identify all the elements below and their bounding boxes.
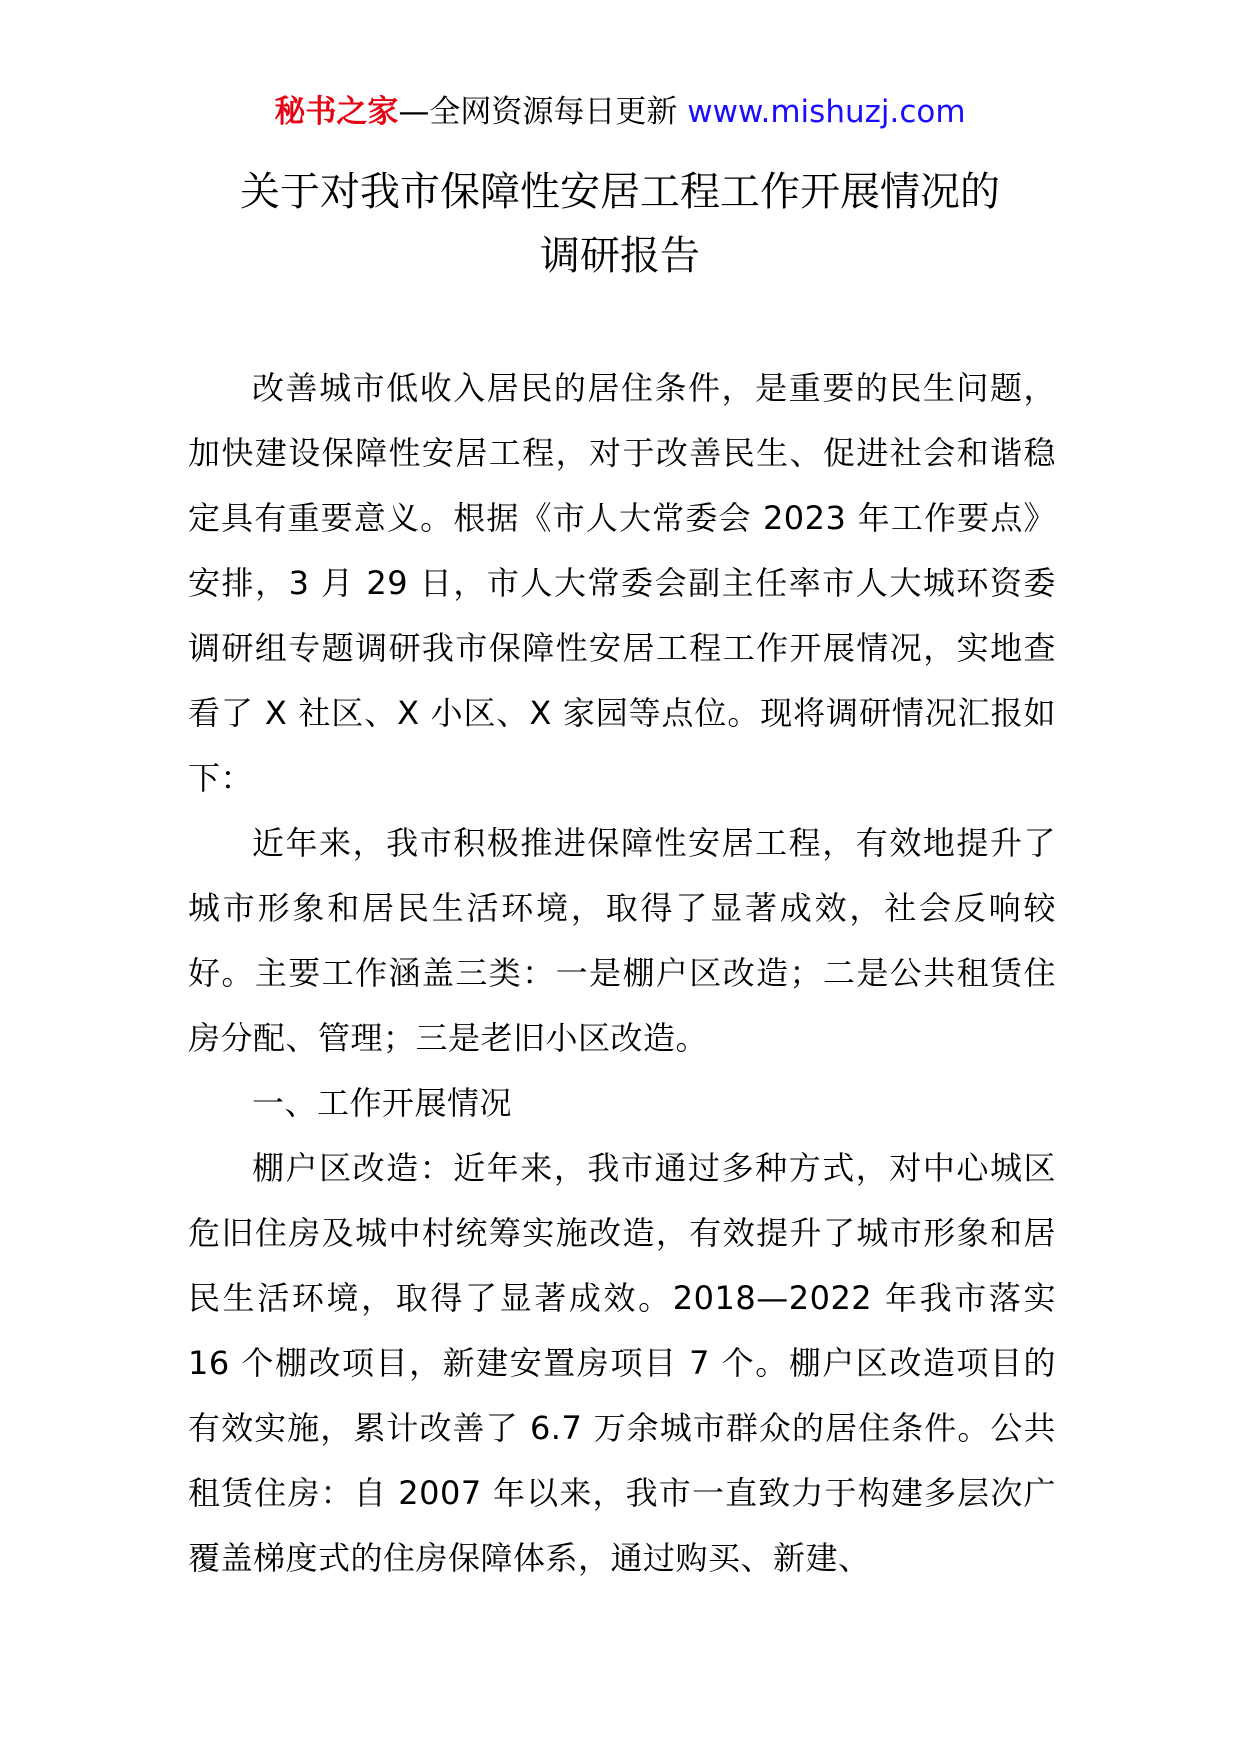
- paragraph-section-1: 棚户区改造：近年来，我市通过多种方式，对中心城区危旧住房及城中村统筹实施改造，有效提升了城市形象和居民生活环境，取得了显著成效。2018—2022 年我市落实 16 个棚改项目，新建安置房项目 7 个。棚户区改造项目的有效实施，累计改善了 6.7 万余城市群众的居住条件。公共租赁住房：自 2007 年以来，我市一直致力于构建多层次广覆盖梯度式的住房保障体系，通过购买、新建、: [188, 1149, 1056, 1577]
- site-header: [0, 92, 1240, 132]
- site-brand: 秘书之家: [274, 94, 399, 130]
- document-body: [188, 356, 1056, 1591]
- title-line-2: 调研报告: [540, 233, 700, 279]
- section-heading-1: 一、工作开展情况: [252, 1084, 513, 1122]
- site-tagline: —全网资源每日更新: [398, 94, 678, 130]
- title-line-1: 关于对我市保障性安居工程工作开展情况的: [240, 169, 1000, 215]
- site-url-link[interactable]: www.mishuzj.com: [687, 94, 966, 130]
- paragraph-intro: 改善城市低收入居民的居住条件，是重要的民生问题，加快建设保障性安居工程，对于改善民生、促进社会和谐稳定具有重要意义。根据《市人大常委会 2023 年工作要点》安排，3 月 29 日，市人大常委会副主任率市人大城环资委调研组专题调研我市保障性安居工程工作开展情况，实地查看了 X 社区、X 小区、X 家园等点位。现将调研情况汇报如下：: [188, 369, 1056, 797]
- paragraph-overview: 近年来，我市积极推进保障性安居工程，有效地提升了城市形象和居民生活环境，取得了显著成效，社会反响较好。主要工作涵盖三类：一是棚户区改造；二是公共租赁住房分配、管理；三是老旧小区改造。: [188, 824, 1056, 1057]
- document-title: [0, 160, 1240, 288]
